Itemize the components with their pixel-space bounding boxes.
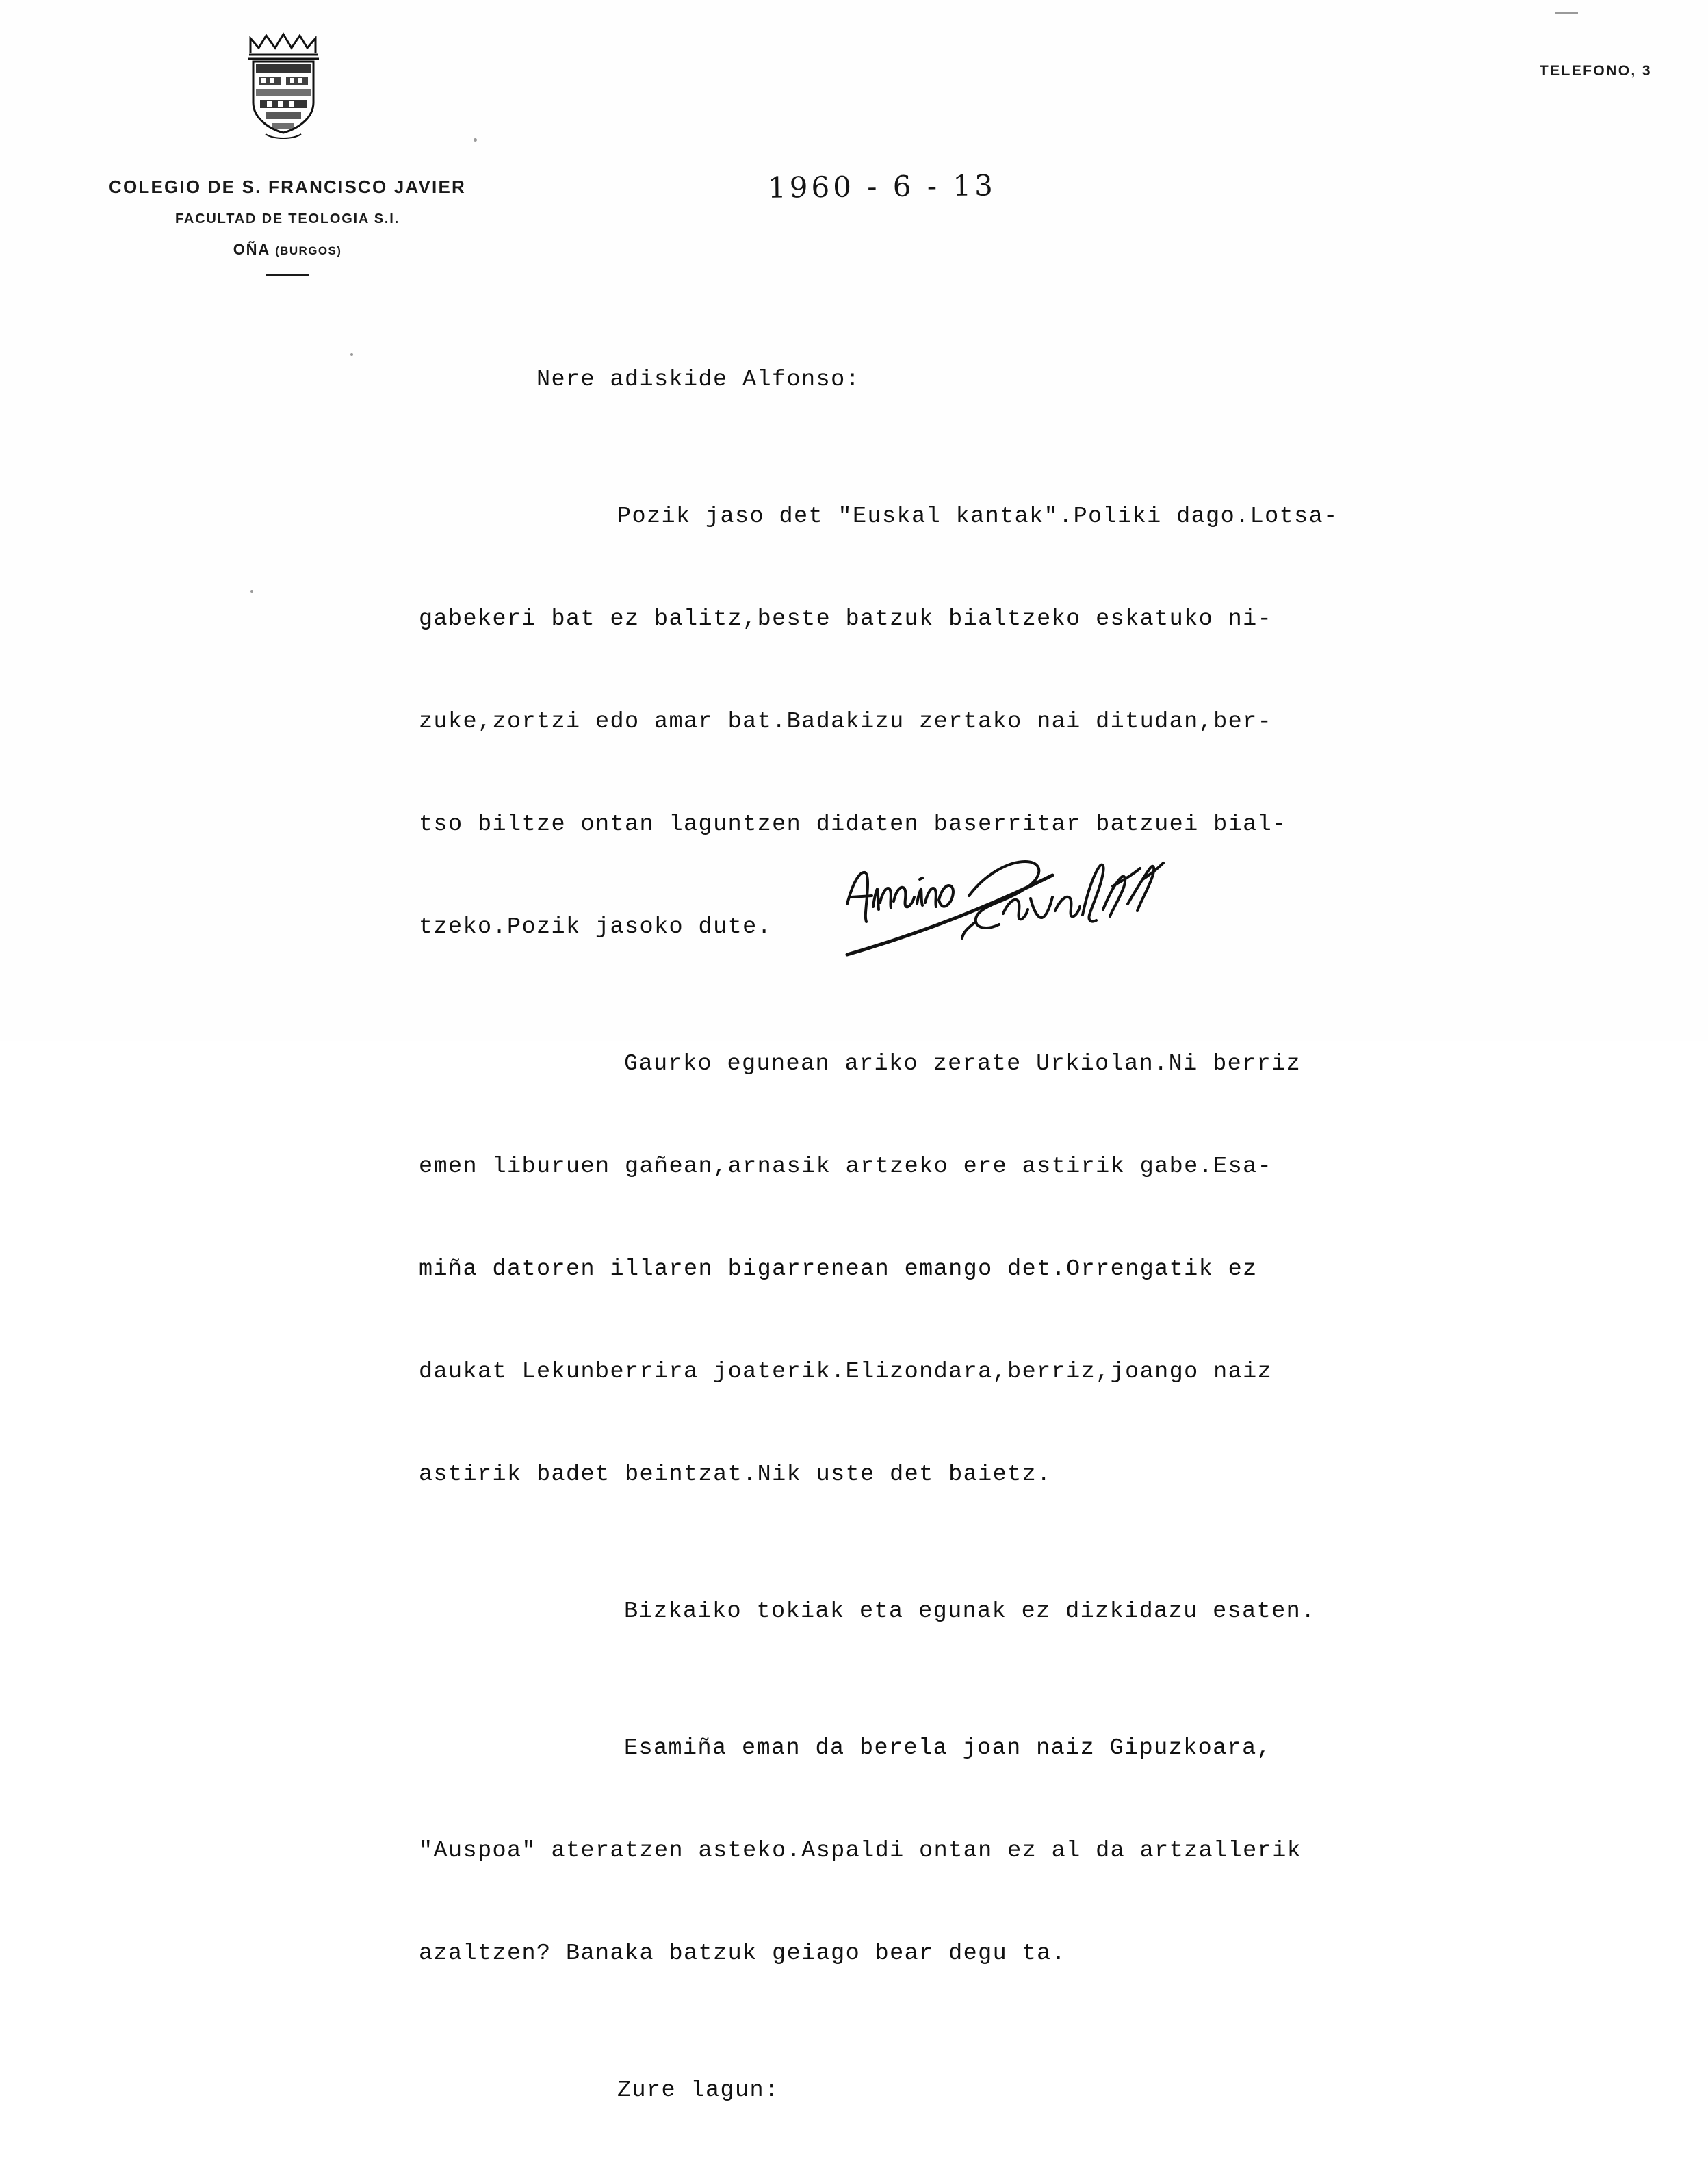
- paragraph-1-line-1: Pozik jaso det "Euskal kantak".Poliki dago.Lotsa-: [617, 504, 1338, 530]
- letterhead-college-name: COLEGIO DE S. FRANCISCO JAVIER: [108, 177, 466, 197]
- page-speck: [1555, 12, 1578, 14]
- letterhead: [62, 177, 513, 276]
- page-speck: [250, 590, 253, 593]
- closing: Zure lagun:: [617, 2077, 779, 2103]
- paragraph-4-line-3: azaltzen? Banaka batzuk geiago bear degu ta.: [419, 1941, 1067, 1967]
- letter-date: 1960 - 6 - 13: [767, 168, 997, 205]
- paragraph-4-line-2: "Auspoa" ateratzen asteko.Aspaldi ontan ez al da artzallerik: [419, 1838, 1302, 1864]
- letterhead-city: [62, 241, 513, 259]
- paragraph-3-line-1: Bizkaiko tokiak eta egunak ez dizkidazu esaten.: [624, 1598, 1316, 1624]
- letterhead-faculty: FACULTAD DE TEOLOGIA S.I.: [175, 211, 400, 226]
- telephone-label: TELEFONO, 3: [1539, 63, 1652, 79]
- paragraph-2-line-3: miña datoren illaren bigarrenean emango det.Orrengatik ez: [419, 1256, 1258, 1282]
- paragraph-1-line-3: zuke,zortzi edo amar bat.Badakizu zertako nai ditudan,ber-: [419, 709, 1273, 735]
- page-speck: [474, 138, 477, 142]
- paragraph-2-line-1: Gaurko egunean ariko zerate Urkiolan.Ni berriz: [624, 1051, 1302, 1077]
- letterhead-divider: [266, 274, 309, 276]
- paragraph-2-line-2: emen liburuen gañean,arnasik artzeko ere astirik gabe.Esa-: [419, 1154, 1273, 1180]
- paragraph-4-line-1: Esamiña eman da berela joan naiz Gipuzkoara,: [624, 1735, 1272, 1761]
- paragraph-1-line-5: tzeko.Pozik jasoko dute.: [419, 914, 773, 940]
- paragraph-1-line-2: gabekeri bat ez balitz,beste batzuk bialtzeko eskatuko ni-: [419, 606, 1273, 632]
- handwritten-signature-icon: [842, 838, 1198, 975]
- letterhead-city-name: OÑA: [233, 241, 270, 258]
- paragraph-2-line-4: daukat Lekunberrira joaterik.Elizondara,berriz,joango naiz: [419, 1359, 1273, 1385]
- page-speck: [350, 353, 353, 356]
- letter-body: [419, 294, 1685, 2176]
- coat-of-arms-crest-icon: [235, 29, 331, 152]
- paragraph-2-line-5: astirik badet beintzat.Nik uste det baietz.: [419, 1462, 1052, 1488]
- letterhead-province: (BURGOS): [275, 244, 342, 257]
- salutation: Nere adiskide Alfonso:: [536, 367, 861, 393]
- paragraph-1-line-4: tso biltze ontan laguntzen didaten baserritar batzuei bial-: [419, 812, 1287, 838]
